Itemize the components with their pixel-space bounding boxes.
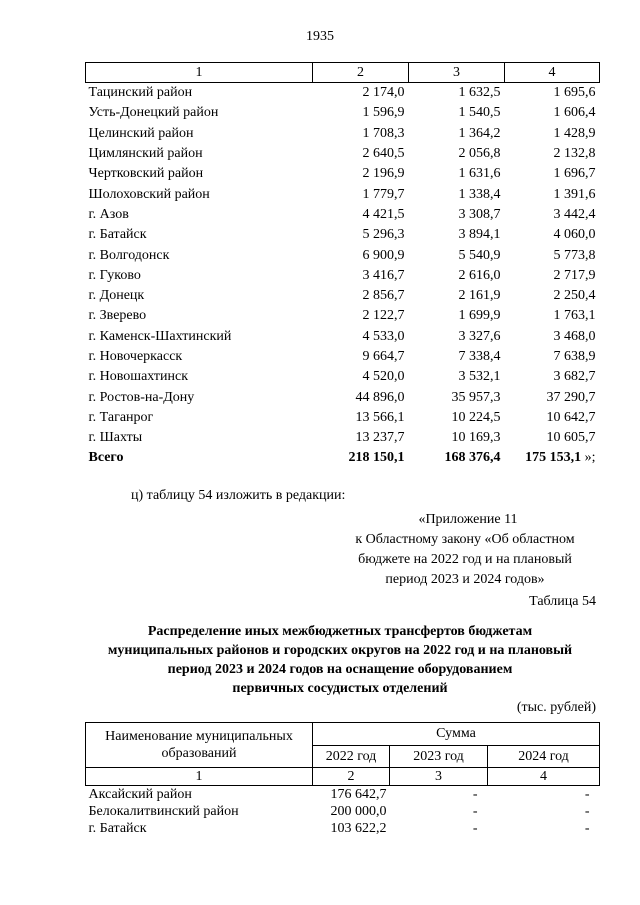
table-cell: г. Новочеркасск bbox=[88, 349, 183, 364]
table-row bbox=[86, 786, 600, 804]
table-cell: 1 779,7 bbox=[362, 186, 405, 202]
table-row bbox=[86, 820, 600, 837]
column-number: 1 bbox=[86, 768, 313, 786]
vascular-equipment-table bbox=[85, 722, 600, 837]
year-header: 2024 год bbox=[488, 746, 600, 768]
table-cell: 1 696,7 bbox=[553, 166, 596, 182]
table-cell: 1 699,9 bbox=[458, 308, 501, 324]
table-cell: Белокалитвинский район bbox=[88, 804, 239, 819]
table-cell: 2 640,5 bbox=[362, 146, 405, 162]
law-reference-line: к Областному закону «Об областном bbox=[355, 532, 575, 547]
table-cell: 10 642,7 bbox=[546, 409, 596, 425]
table-cell: 1 391,6 bbox=[553, 186, 596, 202]
appendix-label: «Приложение 11 bbox=[418, 512, 518, 527]
table-cell: 10 169,3 bbox=[451, 430, 501, 446]
table-cell: г. Батайск bbox=[88, 821, 147, 836]
table-cell: 1 695,6 bbox=[553, 85, 596, 101]
table-cell: 4 060,0 bbox=[553, 227, 596, 243]
table-row bbox=[86, 286, 600, 306]
table-cell: 6 900,9 bbox=[362, 247, 405, 263]
table-header-row bbox=[86, 723, 600, 746]
table-cell: 3 327,6 bbox=[458, 328, 501, 344]
table-row bbox=[86, 387, 600, 407]
table-cell: Всего bbox=[88, 450, 124, 466]
table-cell: - bbox=[472, 821, 478, 836]
table-cell: 176 642,7 bbox=[330, 787, 387, 802]
table-cell: 35 957,3 bbox=[451, 389, 501, 405]
table-cell: 200 000,0 bbox=[330, 804, 387, 819]
table-cell: 1 364,2 bbox=[458, 125, 501, 141]
table-cell: - bbox=[584, 787, 590, 802]
law-reference-line: период 2023 и 2024 годов» bbox=[385, 572, 545, 587]
name-column-header: Наименование муниципальных образований bbox=[86, 723, 313, 768]
table-cell: 3 682,7 bbox=[553, 369, 596, 385]
table-cell: 2 174,0 bbox=[362, 85, 405, 101]
year-header: 2022 год bbox=[313, 746, 390, 768]
table-cell: г. Таганрог bbox=[88, 409, 154, 425]
table-cell: 7 638,9 bbox=[553, 349, 596, 364]
table-cell: г. Ростов-на-Дону bbox=[88, 389, 195, 405]
table-cell: 2 250,4 bbox=[553, 288, 596, 304]
table-cell: 2 616,0 bbox=[458, 267, 501, 283]
table-cell: 1 708,3 bbox=[362, 125, 405, 141]
table-row bbox=[86, 428, 600, 448]
column-number: 3 bbox=[409, 63, 505, 83]
table-cell: г. Батайск bbox=[88, 227, 147, 243]
table-row bbox=[86, 803, 600, 820]
column-number: 3 bbox=[390, 768, 488, 786]
table-cell: 4 421,5 bbox=[362, 206, 405, 222]
table-cell: 13 237,7 bbox=[355, 430, 405, 446]
column-number: 4 bbox=[488, 768, 600, 786]
table-cell: 168 376,4 bbox=[444, 450, 501, 466]
table-cell: Цимлянский район bbox=[88, 146, 203, 162]
table-cell: 4 520,0 bbox=[362, 369, 405, 385]
table-cell: 3 416,7 bbox=[362, 267, 405, 283]
table-cell: 1 763,1 bbox=[553, 308, 596, 324]
table-row bbox=[86, 408, 600, 428]
page-number: 1935 bbox=[306, 29, 334, 44]
table-cell: - bbox=[472, 787, 478, 802]
table-row bbox=[86, 225, 600, 245]
closing-quote: »; bbox=[581, 450, 596, 466]
table-cell: 10 224,5 bbox=[451, 409, 501, 425]
table-cell: 37 290,7 bbox=[546, 389, 596, 405]
table-cell: 2 056,8 bbox=[458, 146, 501, 162]
table-cell: 3 442,4 bbox=[553, 206, 596, 222]
table-number: Таблица 54 bbox=[529, 594, 596, 609]
table-cell: - bbox=[584, 821, 590, 836]
column-number-row bbox=[86, 768, 600, 786]
table-row bbox=[86, 266, 600, 286]
table-cell: г. Гуково bbox=[88, 267, 141, 283]
table-cell: г. Азов bbox=[88, 206, 129, 222]
table-cell: г. Новошахтинск bbox=[88, 369, 189, 385]
table-cell: 3 894,1 bbox=[458, 227, 501, 243]
table-cell: г. Волгодонск bbox=[88, 247, 170, 263]
table-cell: 1 606,4 bbox=[553, 105, 596, 121]
table-cell: 103 622,2 bbox=[330, 821, 387, 836]
table-cell: 3 532,1 bbox=[458, 369, 501, 385]
table-cell: - bbox=[472, 804, 478, 819]
table-title-line: Распределение иных межбюджетных трансфертов бюджетам bbox=[147, 624, 533, 639]
table-cell: 1 632,5 bbox=[458, 85, 501, 101]
year-header: 2023 год bbox=[390, 746, 488, 768]
table-row bbox=[86, 245, 600, 265]
table-cell: 2 196,9 bbox=[362, 166, 405, 182]
table-cell: Шолоховский район bbox=[88, 186, 210, 202]
units-label: (тыс. рублей) bbox=[516, 700, 596, 715]
table-cell: 1 596,9 bbox=[362, 105, 405, 121]
table-cell: 2 132,8 bbox=[553, 146, 596, 162]
table-cell: 2 161,9 bbox=[458, 288, 501, 304]
table-cell: 2 717,9 bbox=[553, 267, 596, 283]
total-row bbox=[86, 448, 600, 468]
table-cell: 5 773,8 bbox=[553, 247, 596, 263]
table-cell: Целинский район bbox=[88, 125, 194, 141]
law-reference-line: бюджете на 2022 год и на плановый bbox=[358, 552, 572, 567]
table-cell: 5 296,3 bbox=[362, 227, 405, 243]
table-cell: - bbox=[584, 804, 590, 819]
table-cell: г. Донецк bbox=[88, 288, 145, 304]
table-cell: Аксайский район bbox=[88, 787, 192, 802]
table-row bbox=[86, 83, 600, 104]
column-number: 4 bbox=[505, 63, 600, 83]
column-number: 2 bbox=[313, 768, 390, 786]
table-title-line: период 2023 и 2024 годов на оснащение оборудованием bbox=[167, 662, 513, 677]
table-cell: г. Каменск-Шахтинский bbox=[88, 328, 232, 344]
municipal-transfers-table bbox=[85, 62, 600, 469]
table-row bbox=[86, 103, 600, 123]
table-row bbox=[86, 205, 600, 225]
table-title bbox=[70, 622, 610, 698]
table-cell: 3 308,7 bbox=[458, 206, 501, 222]
table-row bbox=[86, 306, 600, 326]
table-title-line: первичных сосудистых отделений bbox=[232, 681, 448, 696]
table-title-line: муниципальных районов и городских округов на 2022 год и на плановый bbox=[107, 643, 573, 658]
table-header-row bbox=[86, 63, 600, 83]
table-row bbox=[86, 367, 600, 387]
table-row bbox=[86, 347, 600, 367]
table-row bbox=[86, 164, 600, 184]
table-cell: 2 856,7 bbox=[362, 288, 405, 304]
table-cell: Тацинский район bbox=[88, 85, 193, 101]
sum-column-header: Сумма bbox=[313, 723, 600, 746]
table-cell: 5 540,9 bbox=[458, 247, 501, 263]
column-number: 1 bbox=[86, 63, 313, 83]
table-cell: 13 566,1 bbox=[355, 409, 405, 425]
table-cell: 218 150,1 bbox=[348, 450, 405, 466]
column-number: 2 bbox=[313, 63, 409, 83]
table-cell: 1 631,6 bbox=[458, 166, 501, 182]
total-value: 175 153,1 bbox=[525, 450, 582, 466]
table-cell: 7 338,4 bbox=[458, 349, 501, 364]
table-cell: г. Зверево bbox=[88, 308, 147, 324]
table-cell: 3 468,0 bbox=[553, 328, 596, 344]
law-reference bbox=[320, 530, 610, 590]
table-cell: 1 338,4 bbox=[458, 186, 501, 202]
table-cell: 4 533,0 bbox=[362, 328, 405, 344]
table-cell: 1 428,9 bbox=[553, 125, 596, 141]
table-cell: 1 540,5 bbox=[458, 105, 501, 121]
table-cell: Усть-Донецкий район bbox=[88, 105, 219, 121]
table-row bbox=[86, 144, 600, 164]
table-cell: 10 605,7 bbox=[546, 430, 596, 446]
table-cell bbox=[505, 448, 600, 468]
table-cell: 44 896,0 bbox=[355, 389, 405, 405]
table-cell: Чертковский район bbox=[88, 166, 204, 182]
table-cell: г. Шахты bbox=[88, 430, 143, 446]
table-cell: 2 122,7 bbox=[362, 308, 405, 324]
table-cell: 9 664,7 bbox=[362, 349, 405, 364]
table-row bbox=[86, 327, 600, 347]
table-row bbox=[86, 184, 600, 204]
amendment-text: ц) таблицу 54 изложить в редакции: bbox=[131, 488, 346, 503]
table-row bbox=[86, 124, 600, 144]
